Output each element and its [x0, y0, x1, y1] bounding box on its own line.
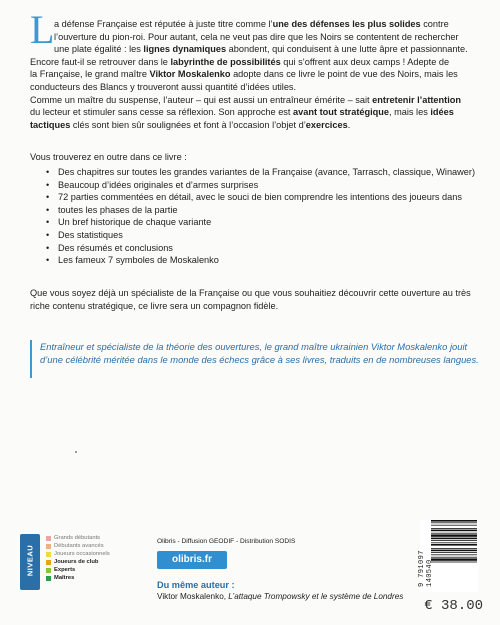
highlight-span: labyrinthe de possibilités	[170, 56, 281, 67]
barcode-bar	[431, 533, 477, 534]
level-badge	[20, 534, 40, 590]
highlight-span: avant tout stratégique	[293, 107, 389, 118]
distribution-line: Olibris - Diffusion GEODIF - Distribution SODIS	[157, 538, 296, 545]
intro-line-7	[30, 94, 480, 107]
features-list	[46, 166, 486, 267]
highlight-span: tactiques	[30, 119, 71, 130]
text-span: .	[347, 119, 351, 130]
barcode-bar	[431, 550, 477, 552]
barcode-digits: 9 791097 140540	[418, 550, 434, 587]
drop-cap: L	[30, 7, 55, 52]
closing-line-2: riche contenu stratégique, ce livre sera un compagnon fidèle.	[30, 300, 279, 311]
level-item	[46, 534, 110, 542]
barcode-bars	[431, 520, 477, 582]
price-label: € 38.00	[424, 598, 483, 614]
bio-line-1: Entraîneur et spécialiste de la théorie des ouvertures, le grand maître ukrainien Viktor Moskalenko jouit	[40, 341, 468, 352]
level-label: Grands débutants	[54, 535, 101, 541]
level-label: Joueurs de club	[54, 559, 99, 565]
barcode-bar	[431, 540, 477, 541]
text-span: contre	[420, 19, 449, 29]
text-span: la Française, le grand maître	[30, 69, 150, 80]
list-item: • Des chapitres sur toutes les grandes variantes de la Française (avance, Tarrasch, classique, Winawer)	[46, 166, 486, 179]
text-span: Comme un maître du suspense, l’auteur – qui est aussi un entraîneur émérite – sait	[30, 94, 373, 105]
highlight-span: une des défenses les plus solides	[272, 19, 421, 29]
other-works	[157, 580, 437, 601]
barcode-bar	[431, 544, 477, 546]
level-color-swatch	[46, 568, 51, 573]
level-label: Experts	[54, 567, 76, 573]
level-color-swatch	[46, 560, 51, 565]
barcode-bar	[431, 554, 477, 555]
barcode-bar	[431, 542, 477, 543]
highlight-span: idées	[430, 107, 454, 118]
text-span: qui s’offrent aux deux camps ! Adepte de	[280, 56, 450, 67]
book-title: L’attaque Trompowsky et le système de Londres	[228, 592, 404, 601]
text-span: a défense Française est réputée à juste titre comme l’	[54, 19, 273, 29]
level-scale	[46, 534, 110, 582]
isbn-barcode	[420, 520, 478, 592]
text-span: clés sont bien sûr soulignées et font à l’occasion l’objet d’	[70, 119, 306, 130]
level-color-swatch	[46, 552, 51, 557]
level-item	[46, 574, 110, 582]
level-label: Débutants avancés	[54, 543, 104, 549]
intro-line-8	[30, 106, 480, 119]
barcode-bar	[431, 525, 477, 526]
highlight-span: exercices	[305, 119, 348, 130]
barcode-bar	[431, 557, 477, 558]
publisher-logo: olibris.fr	[157, 551, 227, 569]
bio-line-2: d’une célébrité méritée dans le monde des échecs grâce à ses livres, traduits en de nombreuses langues.	[40, 354, 479, 365]
barcode-bar	[431, 522, 477, 523]
barcode-bar	[431, 534, 477, 536]
other-works-title: Du même auteur :	[157, 580, 235, 590]
barcode-bar	[431, 520, 477, 522]
text-span: Encore faut-il se retrouver dans le	[30, 56, 171, 67]
barcode-bar	[431, 538, 477, 540]
intro-line-4	[30, 56, 480, 69]
barcode-bar	[431, 530, 477, 532]
level-item	[46, 566, 110, 574]
intro-line-1	[30, 18, 480, 31]
highlight-span: Viktor Moskalenko	[149, 69, 231, 80]
text-span: du lecteur et stimuler sans cesse sa réflexion. Son approche est	[30, 107, 294, 118]
intro-line-2: l’ouverture du pion-roi. Pour autant, cela ne veut pas dire que les Noirs se contentent de rechercher	[54, 31, 459, 42]
barcode-bar	[431, 552, 477, 553]
intro-line-3	[30, 43, 480, 56]
level-badge-label: NIVEAU	[25, 544, 35, 577]
barcode-bar	[431, 528, 477, 529]
author-name: Viktor Moskalenko,	[157, 592, 229, 601]
list-item: • Beaucoup d’idées originales et d’armes surprises	[46, 179, 486, 192]
highlight-span: entretenir l’attention	[372, 94, 461, 105]
level-color-swatch	[46, 576, 51, 581]
barcode-bar	[431, 558, 477, 560]
highlight-span: lignes dynamiques	[143, 44, 227, 55]
level-color-swatch	[46, 536, 51, 541]
print-mark	[75, 451, 77, 453]
closing-paragraph	[30, 287, 480, 312]
intro-line-9	[30, 119, 480, 132]
intro-line-6: conducteurs des Blancs y trouveront aussi quantité d’idées utiles.	[30, 81, 297, 92]
list-item: • Des résumés et conclusions	[46, 242, 486, 255]
list-item: • 72 parties commentées en détail, avec le souci de bien comprendre les intentions des joueurs dans	[46, 191, 486, 204]
barcode-bar	[431, 562, 477, 563]
other-works-entry	[157, 592, 437, 601]
level-item	[46, 542, 110, 550]
level-color-swatch	[46, 544, 51, 549]
features-lead: Vous trouverez en outre dans ce livre :	[30, 152, 187, 162]
text-span: abondent, qui conduisent à une lutte âpre et passionnante.	[226, 44, 468, 55]
text-span: une plate égalité : les	[54, 44, 144, 55]
text-span: adopte dans ce livre le point de vue des Noirs, mais les	[230, 69, 458, 80]
level-label: Joueurs occasionnels	[54, 551, 110, 557]
author-bio	[30, 340, 480, 378]
intro-line-5	[30, 68, 480, 81]
barcode-bar	[431, 548, 477, 549]
list-item: • Des statistiques	[46, 229, 486, 242]
level-item	[46, 550, 110, 558]
list-item: • Les fameux 7 symboles de Moskalenko	[46, 254, 486, 267]
list-item: • Un bref historique de chaque variante	[46, 216, 486, 229]
text-span: , mais les	[389, 107, 431, 118]
level-item	[46, 558, 110, 566]
intro-paragraph	[30, 18, 480, 131]
list-item-continuation: • toutes les phases de la partie	[46, 204, 486, 217]
level-label: Maîtres	[54, 575, 75, 581]
closing-line-1: Que vous soyez déjà un spécialiste de la Française ou que vous souhaitiez découvrir cette ouverture au très	[30, 288, 471, 298]
